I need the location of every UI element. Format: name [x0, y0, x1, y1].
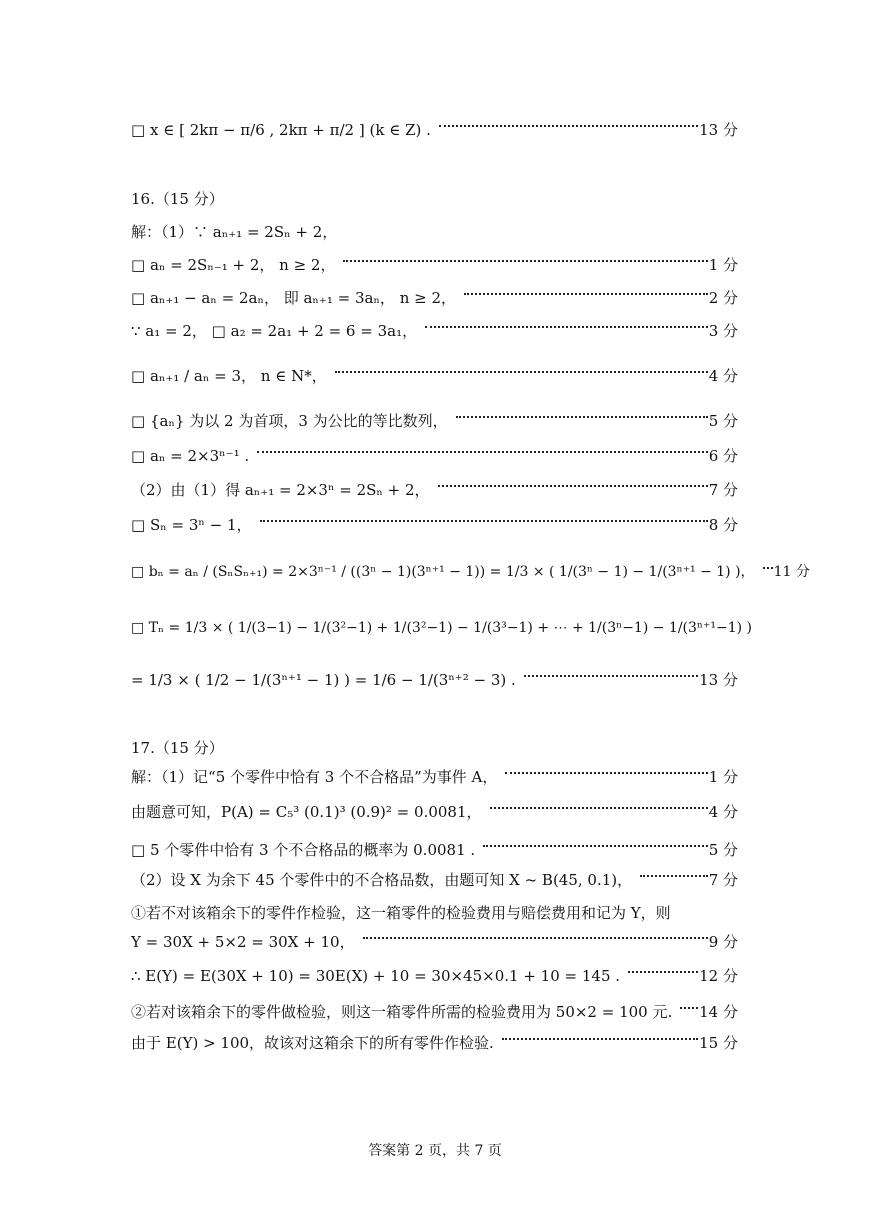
- formula: □ aₙ₊₁ − aₙ = 2aₙ， 即 aₙ₊₁ = 3aₙ， n ≥ 2，: [131, 289, 457, 307]
- score: 8 分: [708, 516, 738, 534]
- score: 12 分: [699, 967, 738, 985]
- formula: （2）由（1）得 aₙ₊₁ = 2×3ⁿ = 2Sₙ + 2，: [131, 481, 430, 499]
- sec16-line-9: [131, 562, 810, 582]
- dot-leader: [257, 451, 708, 453]
- page-footer: 答案第 2 页，共 7 页: [368, 1143, 502, 1159]
- score: 4 分: [708, 367, 738, 385]
- sec16-line-11: [131, 670, 738, 690]
- sec17-line-9: [131, 1033, 738, 1053]
- sec17-line-3: [131, 840, 738, 860]
- formula: 由于 E(Y) > 100，故该对这箱余下的所有零件作检验.: [131, 1034, 494, 1052]
- formula: □ Sₙ = 3ⁿ − 1，: [131, 516, 252, 534]
- sec16-title: 16.（15 分）: [131, 190, 224, 208]
- score: 4 分: [708, 803, 738, 821]
- sec17-line-2: [131, 802, 738, 822]
- score: 1 分: [708, 768, 738, 786]
- score: 13 分: [699, 671, 738, 689]
- formula: □ x ∈ [ 2kπ − π/6 , 2kπ + π/2 ] (k ∈ Z) .: [131, 121, 431, 139]
- formula: 解：（1）记“5 个零件中恰有 3 个不合格品”为事件 A，: [131, 768, 498, 786]
- dot-leader: [456, 416, 708, 418]
- sec17-line-4: [131, 870, 738, 890]
- score: 2 分: [708, 289, 738, 307]
- score: 11 分: [773, 564, 810, 580]
- dot-leader: [628, 971, 698, 973]
- sec16-line-7: [131, 480, 738, 500]
- dot-leader: [464, 293, 708, 295]
- sec16-line-2: [131, 288, 738, 308]
- sec17-line-1: [131, 767, 738, 787]
- dot-leader: [680, 1007, 698, 1009]
- formula: ∵ a₁ = 2， □ a₂ = 2a₁ + 2 = 6 = 3a₁，: [131, 322, 418, 340]
- formula: □ aₙ = 2Sₙ₋₁ + 2， n ≥ 2，: [131, 256, 336, 274]
- dot-leader: [763, 567, 773, 569]
- formula: Y = 30X + 5×2 = 30X + 10，: [131, 933, 355, 951]
- dot-leader: [260, 520, 708, 522]
- formula: □ aₙ = 2×3ⁿ⁻¹ .: [131, 447, 250, 465]
- score: 7 分: [708, 481, 738, 499]
- score: 1 分: [708, 256, 738, 274]
- sec16-line-5: [131, 411, 738, 431]
- sec16-line-3: [131, 321, 738, 341]
- sec16-line-1: [131, 255, 738, 275]
- sec16-line-6: [131, 446, 738, 466]
- box-glyph: □: [131, 121, 146, 139]
- sec16-line-8: [131, 515, 738, 535]
- sec16-intro: 解：（1）∵ aₙ₊₁ = 2Sₙ + 2，: [131, 223, 338, 241]
- dot-leader: [490, 807, 708, 809]
- dot-leader: [483, 845, 708, 847]
- dot-leader: [502, 1038, 698, 1040]
- sec17-line-6: [131, 932, 738, 952]
- score: 5 分: [708, 412, 738, 430]
- score: 14 分: [699, 1003, 738, 1021]
- dot-leader: [335, 371, 708, 373]
- score: 3 分: [708, 322, 738, 340]
- score: 9 分: [708, 933, 738, 951]
- formula: ∴ E(Y) = E(30X + 10) = 30E(X) + 10 = 30×45×0.1 + 10 = 145 .: [131, 967, 621, 985]
- score: 7 分: [708, 871, 738, 889]
- sec17-title: 17.（15 分）: [131, 739, 224, 757]
- dot-leader: [524, 675, 698, 677]
- formula: （2）设 X 为余下 45 个零件中的不合格品数，由题可知 X ~ B(45, 0.1)，: [131, 871, 633, 889]
- formula: □ 5 个零件中恰有 3 个不合格品的概率为 0.0081 .: [131, 841, 476, 859]
- sec15-line: [131, 120, 738, 140]
- formula: □ aₙ₊₁ / aₙ = 3， n ∈ N*，: [131, 367, 327, 385]
- score: 13 分: [699, 121, 738, 139]
- sec16-line-10: □ Tₙ = 1/3 × ( 1/(3−1) − 1/(3²−1) + 1/(3²−1) − 1/(3³−1) + ⋯ + 1/(3ⁿ−1) − 1/(3ⁿ⁺¹−1) ): [131, 620, 752, 636]
- dot-leader: [505, 772, 707, 774]
- formula: = 1/3 × ( 1/2 − 1/(3ⁿ⁺¹ − 1) ) = 1/6 − 1/(3ⁿ⁺² − 3) .: [131, 671, 516, 689]
- score: 6 分: [708, 447, 738, 465]
- dot-leader: [343, 260, 707, 262]
- sec17-line-7: [131, 966, 738, 986]
- formula: ②若对该箱余下的零件做检验，则这一箱零件所需的检验费用为 50×2 = 100 元.: [131, 1003, 673, 1021]
- dot-leader: [425, 326, 708, 328]
- formula: □ {aₙ} 为以 2 为首项，3 为公比的等比数列，: [131, 412, 448, 430]
- sec16-line-4: [131, 366, 738, 386]
- sec17-line-5: ①若不对该箱余下的零件作检验，这一箱零件的检验费用与赔偿费用和记为 Y，则: [131, 904, 671, 922]
- dot-leader: [363, 937, 708, 939]
- formula: □ bₙ = aₙ / (SₙSₙ₊₁) = 2×3ⁿ⁻¹ / ((3ⁿ − 1)(3ⁿ⁺¹ − 1)) = 1/3 × ( 1/(3ⁿ − 1) − 1/(3ⁿ⁺¹ − 1) )，: [131, 564, 755, 580]
- score: 15 分: [699, 1034, 738, 1052]
- dot-leader: [439, 125, 698, 127]
- dot-leader: [640, 875, 708, 877]
- formula: Tₙ = 1/3 × ( 1/(3−1) − 1/(3²−1) + 1/(3²−1) − 1/(3³−1) + ⋯ + 1/(3ⁿ−1) − 1/(3ⁿ⁺¹−1) ): [148, 620, 752, 636]
- sec17-line-8: [131, 1002, 738, 1022]
- formula: 由题意可知，P(A) = C₅³ (0.1)³ (0.9)² = 0.0081，: [131, 803, 482, 821]
- dot-leader: [438, 485, 708, 487]
- score: 5 分: [708, 841, 738, 859]
